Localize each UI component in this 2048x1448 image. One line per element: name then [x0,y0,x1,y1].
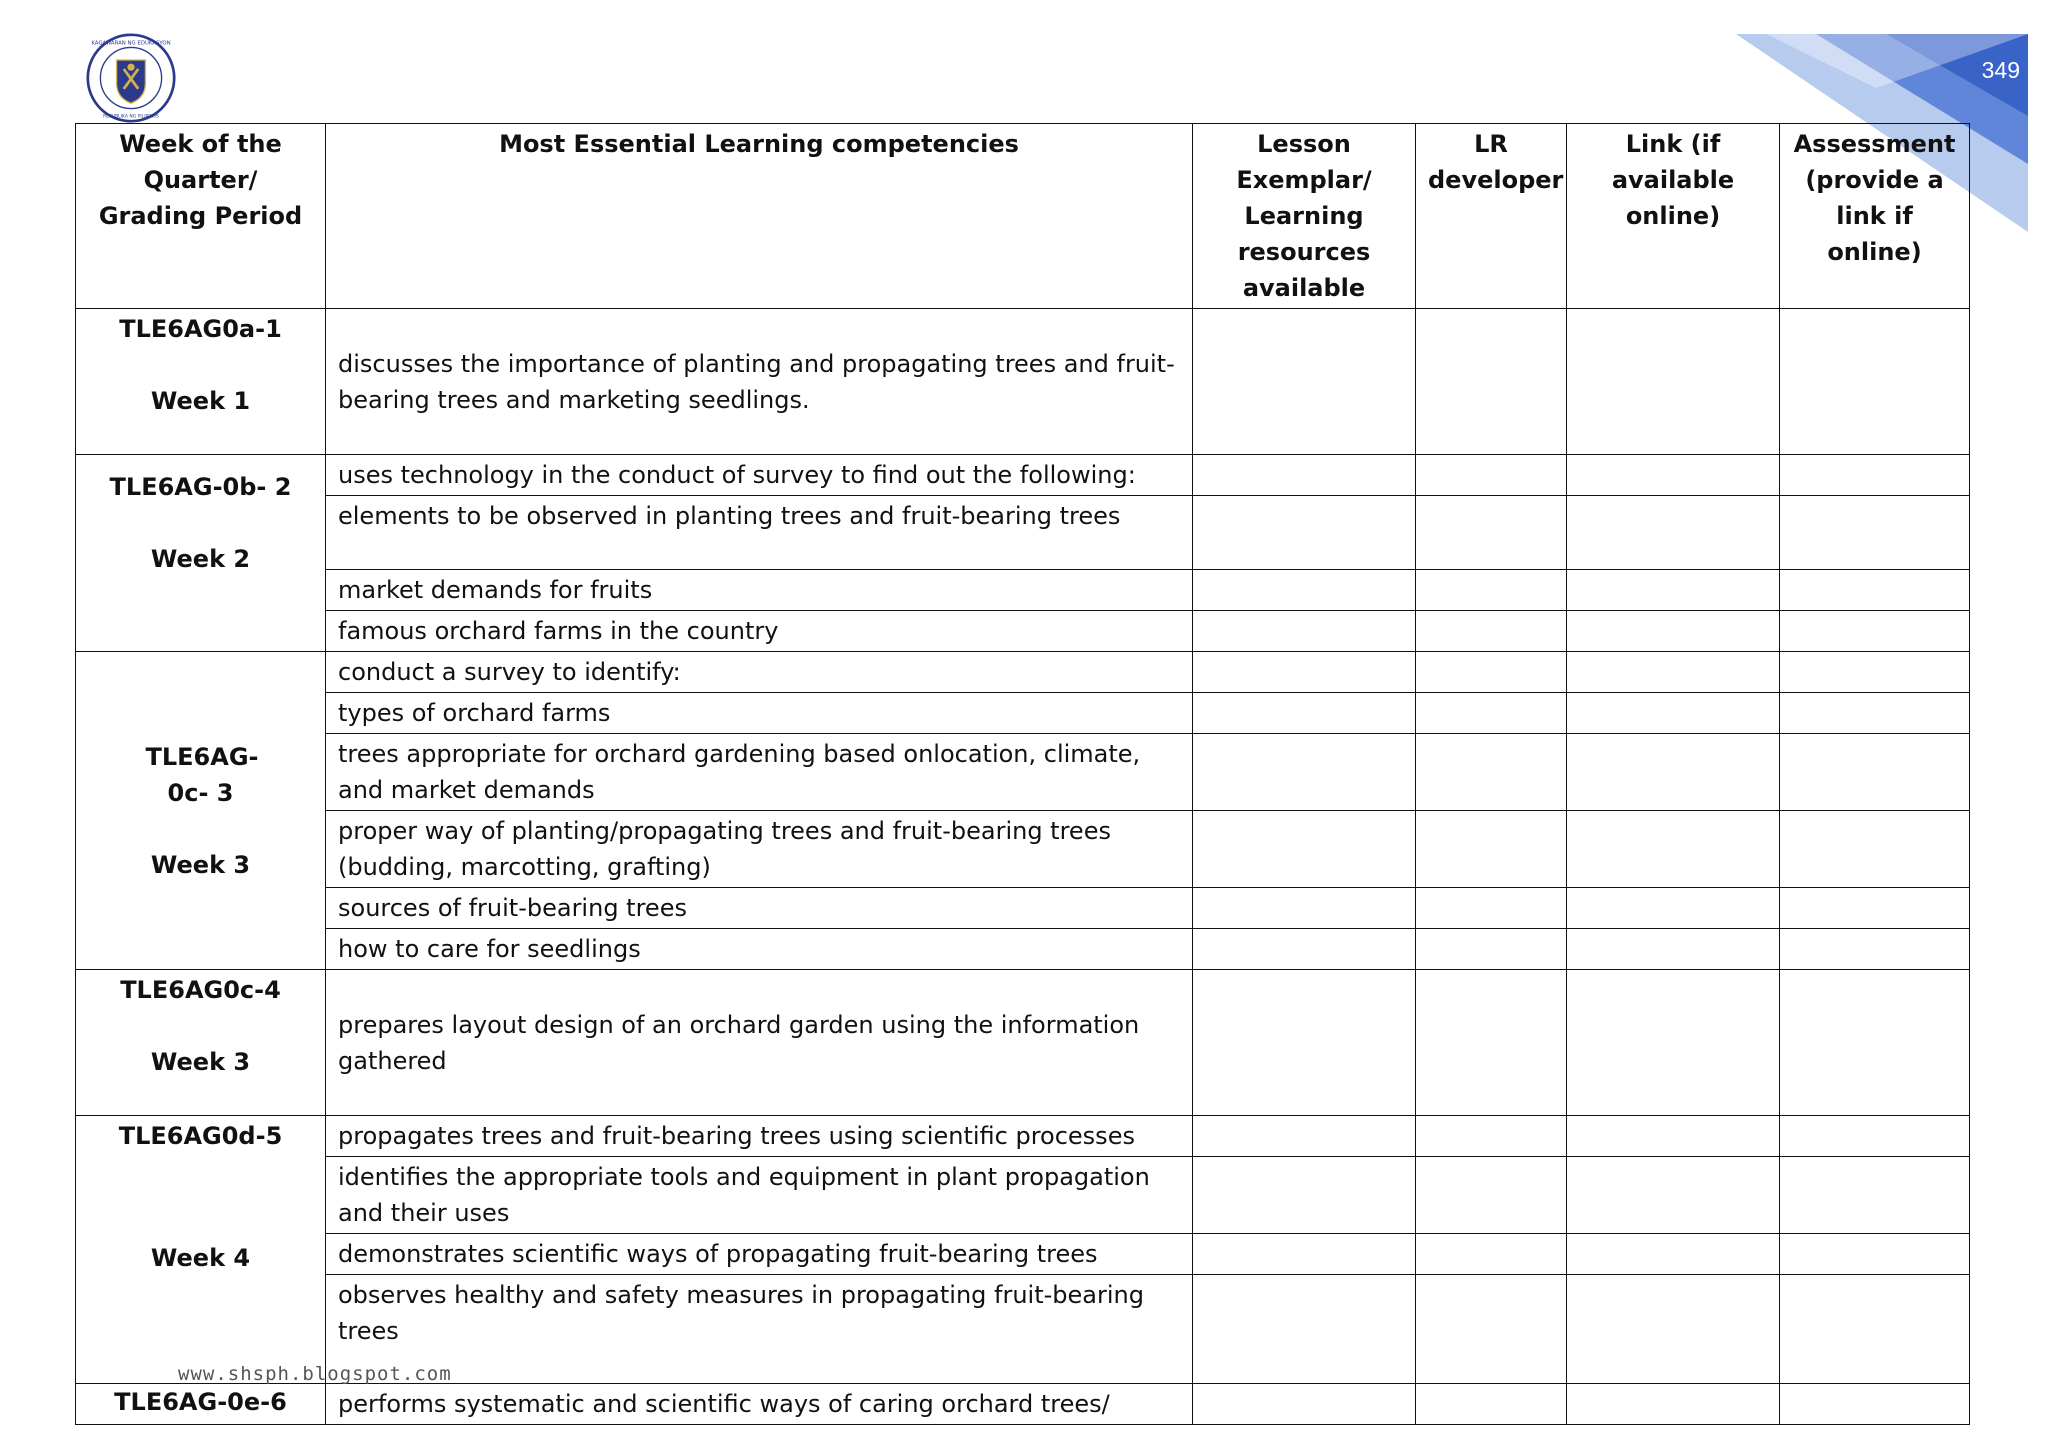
week-label: Week 3 [150,850,251,879]
table-header-row [76,124,1970,309]
table-row [76,970,1970,1116]
table-row [76,496,1970,570]
competency-cell: proper way of planting/propagating trees and fruit-bearing trees (budding, marcotting, grafting) [326,811,1193,888]
week-cell [76,970,326,1116]
table-row [76,1157,1970,1234]
competency-cell: how to care for seedlings [326,929,1193,970]
competency-code: TLE6AG0c-4 [120,976,281,1004]
week-label: Week 3 [150,1048,251,1076]
table-row [76,309,1970,455]
competency-cell: uses technology in the conduct of survey to find out the following: [326,455,1193,496]
competency-cell: elements to be observed in planting trees and fruit-bearing trees [326,496,1193,570]
week-cell [76,1384,326,1425]
week-cell [76,309,326,455]
competency-cell: types of orchard farms [326,693,1193,734]
competency-cell: famous orchard farms in the country [326,611,1193,652]
table-row [76,570,1970,611]
svg-text:KAGAWARAN NG EDUKASYON: KAGAWARAN NG EDUKASYON [91,40,171,47]
week-cell [76,652,326,970]
table-row [76,734,1970,811]
page-number: 349 [1981,57,2020,83]
table-row [76,888,1970,929]
table-row [76,455,1970,496]
header-assessment: Assessment (provide a link if online) [1780,124,1970,309]
competency-cell: prepares layout design of an orchard garden using the information gathered [326,970,1193,1116]
melc-table [75,123,1970,1425]
header-link: Link (if available online) [1567,124,1780,309]
week-cell [76,455,326,652]
competency-cell: observes healthy and safety measures in propagating fruit-bearing trees [326,1275,1193,1384]
week-label: Week 1 [150,387,251,415]
competency-code: TLE6AG- 0c- 3 [145,742,259,807]
competency-cell: discusses the importance of planting and propagating trees and fruit-bearing trees and marketing seedlings. [326,309,1193,455]
competency-cell: identifies the appropriate tools and equipment in plant propagation and their uses [326,1157,1193,1234]
table-row [76,1234,1970,1275]
week-cell [76,1116,326,1384]
week-label: Week 2 [150,545,251,573]
table-row [76,1116,1970,1157]
competency-cell: trees appropriate for orchard gardening based onlocation, climate, and market demands [326,734,1193,811]
competency-code: TLE6AG0a-1 [119,315,282,343]
table-row [76,811,1970,888]
competency-cell: propagates trees and fruit-bearing trees using scientific processes [326,1116,1193,1157]
table-row [76,611,1970,652]
competency-cell: sources of fruit-bearing trees [326,888,1193,929]
competency-cell: market demands for fruits [326,570,1193,611]
competency-cell: performs systematic and scientific ways of caring orchard trees/ [326,1384,1193,1425]
header-week: Week of the Quarter/ Grading Period [76,124,326,309]
svg-text:REPUBLIKA NG PILIPINAS: REPUBLIKA NG PILIPINAS [103,114,159,120]
competency-cell: demonstrates scientific ways of propagating fruit-bearing trees [326,1234,1193,1275]
table-row [76,1384,1970,1425]
header-lesson-exemplar: Lesson Exemplar/ Learning resources available [1193,124,1416,309]
header-lr-developer: LR developer [1416,124,1567,309]
competency-code: TLE6AG0d-5 [118,1122,283,1150]
week-label: Week 4 [150,1244,251,1272]
competency-code: TLE6AG-0e-6 [114,1388,287,1416]
table-row [76,693,1970,734]
competency-code: TLE6AG-0b- 2 [109,473,292,501]
watermark-text: www.shsph.blogspot.com [178,1363,452,1385]
table-row [76,929,1970,970]
competency-cell: conduct a survey to identify: [326,652,1193,693]
header-competencies: Most Essential Learning competencies [326,124,1193,309]
deped-seal-logo [86,33,176,123]
table-row [76,652,1970,693]
